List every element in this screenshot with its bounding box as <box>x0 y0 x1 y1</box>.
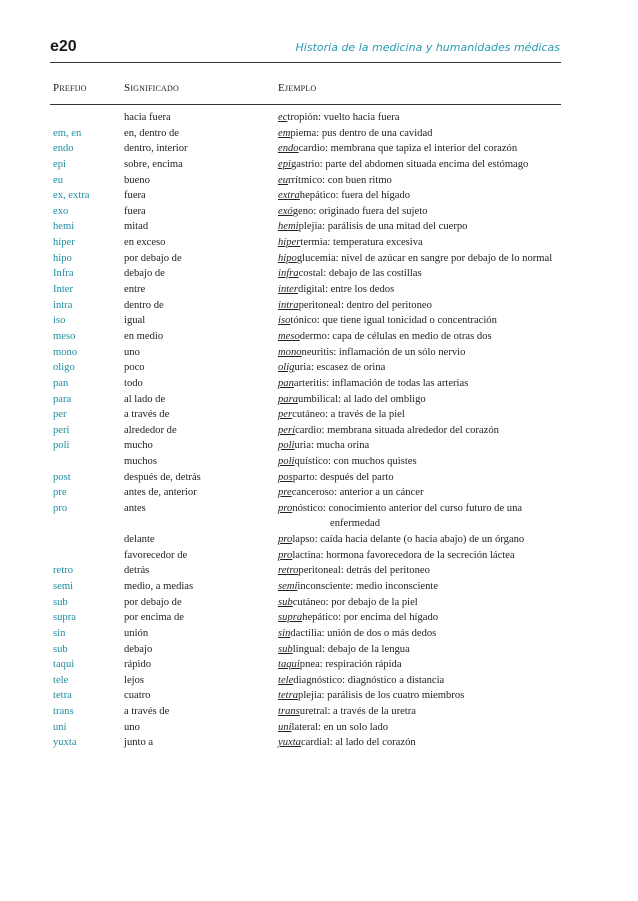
example-prefix: extra <box>278 190 300 202</box>
table-row <box>0 173 638 189</box>
meaning-cell: a través de <box>124 706 170 718</box>
example-prefix: pos <box>278 471 293 483</box>
prefix-cell: endo <box>53 143 74 155</box>
header-rule <box>50 62 561 63</box>
example-prefix: infra <box>278 268 299 280</box>
meaning-cell: fuera <box>124 205 146 217</box>
example-cell <box>278 173 392 189</box>
example-text: dactilia: unión de dos o más dedos <box>290 627 437 639</box>
example-prefix: mono <box>278 346 302 358</box>
example-prefix: sub <box>278 643 293 655</box>
prefix-cell: oligo <box>53 362 75 374</box>
meaning-cell: sobre, encima <box>124 158 183 170</box>
example-cell <box>278 188 410 204</box>
meaning-cell: entre <box>124 284 146 296</box>
table-row <box>0 407 638 423</box>
meaning-cell: hacia fuera <box>124 112 171 123</box>
meaning-cell: debajo de <box>124 268 165 280</box>
meaning-cell: en, dentro de <box>124 127 180 139</box>
example-prefix: retro <box>278 565 299 577</box>
table-row <box>0 157 638 173</box>
meaning-cell: bueno <box>124 174 150 186</box>
table-row <box>0 423 638 439</box>
example-prefix: híper <box>278 237 301 249</box>
meaning-cell: al lado de <box>124 393 166 405</box>
example-cell <box>278 110 399 126</box>
prefix-cell: supra <box>53 612 76 624</box>
meaning-cell: fuera <box>124 190 146 202</box>
example-cell <box>278 298 432 314</box>
table-row <box>0 360 638 376</box>
example-text: glucemia: nivel de azúcar en sangre por debajo de lo normal <box>296 252 553 264</box>
example-cell <box>278 141 517 157</box>
example-prefix: sub <box>278 596 293 608</box>
example-prefix: poli <box>278 456 295 468</box>
example-text: cardio: membrana que tapiza el interior del corazón <box>298 143 518 155</box>
meaning-cell: uno <box>124 346 140 358</box>
prefix-cell: hipo <box>53 252 72 264</box>
example-cell <box>278 204 427 220</box>
prefix-cell: para <box>53 393 72 405</box>
example-prefix: inter <box>278 284 299 296</box>
table-row <box>0 657 638 673</box>
example-prefix: hemi <box>278 221 299 233</box>
example-prefix: ec <box>278 112 288 123</box>
example-text: dermo: capa de células en medio de otras dos <box>299 330 492 342</box>
prefix-cell: sub <box>53 643 68 655</box>
example-cell <box>278 423 499 439</box>
table-row <box>0 595 638 611</box>
meaning-cell: mucho <box>124 440 153 452</box>
prefix-cell: em, en <box>53 127 82 139</box>
meaning-cell: muchos <box>124 456 157 468</box>
example-text: inconsciente: medio inconsciente <box>297 580 439 592</box>
example-cell <box>278 251 552 267</box>
meaning-cell: después de, detrás <box>124 471 201 483</box>
example-prefix: peri <box>278 424 296 436</box>
table-row <box>0 392 638 408</box>
example-prefix: tetra <box>278 690 299 702</box>
prefix-cell: semi <box>53 580 74 592</box>
table-row <box>0 235 638 251</box>
prefix-cell: eu <box>53 174 63 186</box>
prefix-cell: tele <box>53 674 69 686</box>
example-cell <box>278 626 436 642</box>
meaning-cell: uno <box>124 721 140 733</box>
table-row <box>0 501 638 532</box>
meaning-cell: por debajo de <box>124 252 182 264</box>
example-cell <box>278 563 430 579</box>
meaning-cell: junto a <box>124 737 154 749</box>
table-row <box>0 548 638 564</box>
example-prefix: sin <box>278 627 291 639</box>
example-prefix: pre <box>278 487 292 499</box>
meaning-cell: debajo <box>124 643 153 655</box>
example-prefix: meso <box>278 330 300 342</box>
prefix-cell: yuxta <box>53 737 77 749</box>
table-row <box>0 313 638 329</box>
prefix-cell: exo <box>53 205 69 217</box>
prefix-cell: Infra <box>53 268 74 280</box>
meaning-cell: medio, a medias <box>124 580 194 592</box>
meaning-cell: alrededor de <box>124 424 177 436</box>
example-cell <box>278 438 369 454</box>
prefix-cell: sub <box>53 596 68 608</box>
example-text: geno: originado fuera del sujeto <box>292 205 428 217</box>
example-cell <box>278 610 438 626</box>
example-cell <box>278 282 394 298</box>
example-cell <box>278 157 528 173</box>
example-cell <box>278 329 492 345</box>
table-row <box>0 282 638 298</box>
example-prefix: epi <box>278 158 291 170</box>
example-text: lateral: en un solo lado <box>291 721 389 733</box>
example-prefix: taqui <box>278 659 300 671</box>
example-cell <box>278 454 417 470</box>
table-row <box>0 219 638 235</box>
meaning-cell: en exceso <box>124 237 166 249</box>
example-prefix: pro <box>278 503 293 515</box>
table-row <box>0 376 638 392</box>
example-text: digital: entre los dedos <box>298 284 395 296</box>
example-prefix: yuxta <box>278 737 301 749</box>
example-text: arteritis: inflamación de todas las arterias <box>293 377 469 389</box>
table-row <box>0 454 638 470</box>
prefix-cell: retro <box>53 565 73 577</box>
example-continuation: enfermedad <box>330 518 380 530</box>
example-text: piema: pus dentro de una cavidad <box>290 127 433 139</box>
example-prefix: iso <box>278 315 291 327</box>
example-text: diagnóstico: diagnóstico a distancia <box>293 674 445 686</box>
example-text: plejia: parálisis de una mitad del cuerpo <box>298 221 468 233</box>
example-cell <box>278 688 464 704</box>
example-cell <box>278 704 416 720</box>
prefix-cell: epi <box>53 158 66 170</box>
meaning-cell: lejos <box>124 674 145 686</box>
example-text: lactina: hormona favorecedora de la secreción láctea <box>292 549 515 561</box>
example-cell <box>278 235 423 251</box>
example-cell <box>278 126 432 142</box>
example-prefix: trans <box>278 706 300 718</box>
example-text: cardial: al lado del corazón <box>300 737 416 749</box>
meaning-cell: rápido <box>124 659 152 671</box>
table-row <box>0 735 638 751</box>
meaning-cell: todo <box>124 377 143 389</box>
prefix-cell: ex, extra <box>53 190 90 202</box>
example-text: lingual: debajo de la lengua <box>292 643 410 655</box>
table-header-rule <box>50 104 561 105</box>
meaning-cell: por encima de <box>124 612 185 624</box>
example-prefix: hipo <box>278 252 297 264</box>
example-text: peritoneal: dentro del peritoneo <box>298 299 432 311</box>
example-cell <box>278 735 416 751</box>
example-text: hepático: fuera del hígado <box>299 190 411 202</box>
example-prefix: per <box>278 409 293 421</box>
example-cell <box>278 485 424 501</box>
example-prefix: uni <box>278 721 292 733</box>
running-title: Historia de la medicina y humanidades médicas <box>295 41 560 54</box>
prefix-cell: uni <box>53 721 67 733</box>
prefix-cell: post <box>53 471 71 483</box>
meaning-cell: por debajo de <box>124 596 182 608</box>
prefix-table-body <box>0 110 638 751</box>
example-prefix: semi <box>278 580 298 592</box>
table-header <box>0 82 638 98</box>
example-text: costal: debajo de las costillas <box>298 268 422 280</box>
example-cell <box>278 360 385 376</box>
example-text: gastrio: parte del abdomen situada encima del estómago <box>290 158 529 170</box>
example-text: lapso: caída hacia delante (o hacia abajo) de un órgano <box>292 534 525 546</box>
table-row <box>0 704 638 720</box>
example-cell <box>278 345 465 361</box>
example-text: hepático: por encima del hígado <box>302 612 439 624</box>
meaning-cell: igual <box>124 315 146 327</box>
meaning-cell: poco <box>124 362 145 374</box>
example-cell <box>278 392 426 408</box>
prefix-cell: mono <box>53 346 78 358</box>
example-cell <box>278 720 388 736</box>
table-row <box>0 329 638 345</box>
meaning-cell: cuatro <box>124 690 151 702</box>
example-cell <box>278 470 394 486</box>
example-text: tropión: vuelto hacia fuera <box>287 112 400 123</box>
example-cell <box>278 313 497 329</box>
example-prefix: em <box>278 127 291 139</box>
table-row <box>0 610 638 626</box>
example-text: uria: escasez de orina <box>294 362 386 374</box>
table-row <box>0 204 638 220</box>
table-row <box>0 266 638 282</box>
table-row <box>0 141 638 157</box>
table-row <box>0 470 638 486</box>
example-text: uria: mucha orina <box>294 440 370 452</box>
example-cell <box>278 657 402 673</box>
column-header-prefix: Prefijo <box>53 82 87 94</box>
table-row <box>0 563 638 579</box>
example-text: uretral: a través de la uretra <box>299 706 416 718</box>
meaning-cell: a través de <box>124 409 170 421</box>
example-prefix: exó <box>278 205 293 217</box>
example-text: quístico: con muchos quistes <box>294 456 417 468</box>
prefix-cell: pan <box>53 377 69 389</box>
column-header-example: Ejemplo <box>278 82 317 94</box>
example-text: plejia: parálisis de los cuatro miembros <box>298 690 465 702</box>
example-text: peritoneal: detrás del peritoneo <box>298 565 430 577</box>
prefix-cell: taqui <box>53 659 75 671</box>
table-row <box>0 438 638 454</box>
table-row <box>0 345 638 361</box>
example-prefix: pro <box>278 549 293 561</box>
example-prefix: tele <box>278 674 294 686</box>
meaning-cell: antes de, anterior <box>124 487 197 499</box>
meaning-cell: detrás <box>124 565 150 577</box>
example-text: nóstico: conocimiento anterior del curso futuro de una <box>292 503 523 515</box>
meaning-cell: unión <box>124 627 149 639</box>
example-text: umbilical: al lado del ombligo <box>298 393 426 405</box>
example-cell <box>278 673 444 689</box>
table-row <box>0 720 638 736</box>
example-text: cardio: membrana situada alrededor del corazón <box>295 424 499 436</box>
table-row <box>0 126 638 142</box>
example-text: tónico: que tiene igual tonicidad o concentración <box>290 315 497 327</box>
table-row <box>0 485 638 501</box>
example-cell <box>278 642 410 658</box>
table-row <box>0 688 638 704</box>
example-cell <box>278 376 468 392</box>
table-row <box>0 642 638 658</box>
example-prefix: endo <box>278 143 299 155</box>
example-text: cutáneo: a través de la piel <box>292 409 405 421</box>
example-text: parto: después del parto <box>292 471 394 483</box>
prefix-cell: peri <box>53 424 70 436</box>
meaning-cell: antes <box>124 503 146 515</box>
example-cell <box>278 579 438 595</box>
column-header-meaning: Significado <box>124 82 179 94</box>
example-text: rrítmico: con buen ritmo <box>288 174 392 186</box>
example-prefix: intra <box>278 299 299 311</box>
example-text: cutáneo: por debajo de la piel <box>292 596 418 608</box>
prefix-cell: híper <box>53 237 75 249</box>
prefix-cell: tetra <box>53 690 72 702</box>
example-text: termia: temperatura excesiva <box>300 237 423 249</box>
example-prefix: olig <box>278 362 295 374</box>
page-number: e20 <box>50 38 77 55</box>
prefix-cell: trans <box>53 706 74 718</box>
meaning-cell: en medio <box>124 330 164 342</box>
table-row <box>0 298 638 314</box>
example-text: neuritis: inflamación de un sólo nervio <box>301 346 466 358</box>
prefix-cell: meso <box>53 330 76 342</box>
example-cell <box>278 407 405 423</box>
example-cell <box>278 266 422 282</box>
meaning-cell: favorecedor de <box>124 549 188 561</box>
example-prefix: supra <box>278 612 303 624</box>
example-text: pnea: respiración rápida <box>299 659 402 671</box>
example-cell <box>278 532 524 548</box>
example-cell <box>278 219 467 235</box>
table-row <box>0 110 638 126</box>
table-row <box>0 532 638 548</box>
example-prefix: para <box>278 393 299 405</box>
prefix-cell: pre <box>53 487 67 499</box>
prefix-cell: poli <box>53 440 70 452</box>
example-text: canceroso: anterior a un cáncer <box>291 487 424 499</box>
meaning-cell: dentro de <box>124 299 164 311</box>
example-cell <box>278 501 522 517</box>
meaning-cell: mitad <box>124 221 149 233</box>
example-prefix: poli <box>278 440 295 452</box>
meaning-cell: dentro, interior <box>124 143 188 155</box>
prefix-cell: intra <box>53 299 73 311</box>
example-prefix: pan <box>278 377 294 389</box>
example-cell <box>278 548 515 564</box>
prefix-cell: hemi <box>53 221 75 233</box>
page-header <box>50 38 560 60</box>
table-row <box>0 188 638 204</box>
prefix-cell: iso <box>53 315 66 327</box>
example-prefix: pro <box>278 534 293 546</box>
table-row <box>0 673 638 689</box>
prefix-cell: sin <box>53 627 66 639</box>
table-row <box>0 626 638 642</box>
prefix-cell: per <box>53 409 67 421</box>
table-row <box>0 251 638 267</box>
meaning-cell: delante <box>124 534 155 546</box>
example-cell <box>278 595 418 611</box>
example-prefix: eu <box>278 174 288 186</box>
table-row <box>0 579 638 595</box>
prefix-cell: Inter <box>53 284 73 296</box>
prefix-cell: pro <box>53 503 68 515</box>
